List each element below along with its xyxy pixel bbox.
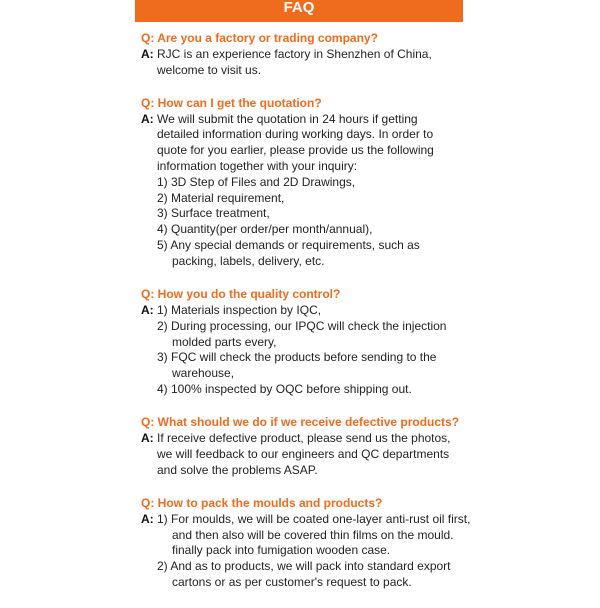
answer-list-item: 2) During processing, our IPQC will check the injection molded parts every,	[157, 318, 447, 349]
faq-answer	[141, 303, 471, 398]
faq-header	[135, 0, 463, 22]
answer-label: A:	[141, 302, 154, 317]
answer-list-item: 1) Materials inspection by IQC,	[157, 302, 322, 317]
answer-list-item: 5) Any special demands or requirements, such as packing, labels, delivery, etc.	[157, 238, 420, 268]
answer-list-item: 2) Material requirement,	[157, 190, 285, 205]
faq-item	[141, 496, 471, 591]
answer-list-item: 2) And as to products, we will pack into standard export cartons or as per customer's request to pack.	[157, 559, 451, 589]
faq-question: Q: How can I get the quotation?	[141, 95, 322, 110]
answer-label: A:	[141, 511, 154, 526]
faq-question: Q: What should we do if we receive defective products?	[141, 415, 460, 430]
answer-line: welcome to visit us.	[157, 62, 262, 77]
answer-list-item: 4) 100% inspected by OQC before shipping out.	[157, 381, 412, 396]
answer-label: A:	[141, 46, 154, 61]
faq-question: Q: How you do the quality control?	[141, 287, 341, 302]
faq-answer	[141, 431, 471, 478]
answer-line: we will feedback to our engineers and QC departments	[157, 446, 450, 461]
answer-line: If receive defective product, please send us the photos,	[157, 431, 451, 446]
faq-item	[141, 415, 471, 478]
faq-question: Q: Are you a factory or trading company?	[141, 31, 378, 45]
faq-title: FAQ	[283, 0, 315, 16]
answer-list-item: 1) 3D Step of Files and 2D Drawings,	[157, 174, 356, 189]
faq-item	[141, 287, 471, 398]
answer-label: A:	[141, 111, 154, 126]
answer-line: RJC is an experience factory in Shenzhen of China,	[157, 46, 432, 61]
answer-list-item: 1) For moulds, we will be coated one-layer anti-rust oil first, and then also will be covered thin films on the mould. finally pack into fumigation wooden case.	[157, 511, 471, 558]
faq-answer	[141, 112, 471, 270]
faq-question: Q: How to pack the moulds and products?	[141, 495, 383, 510]
answer-line: We will submit the quotation in 24 hours if getting	[157, 111, 418, 126]
faq-item	[141, 96, 471, 270]
answer-list-item: 3) FQC will check the products before sending to the warehouse,	[157, 350, 437, 381]
faq-answer	[141, 512, 471, 591]
answer-line: and solve the problems ASAP.	[157, 462, 318, 477]
faq-answer	[141, 47, 471, 79]
faq-list	[141, 31, 471, 608]
answer-line: quote for you earlier, please provide us the following	[157, 143, 434, 158]
answer-list-item: 4) Quantity(per order/per month/annual),	[157, 222, 373, 237]
faq-item	[141, 31, 471, 78]
answer-line: information together with your inquiry:	[157, 159, 358, 174]
answer-label: A:	[141, 431, 154, 446]
answer-line: detailed information during working days. In order to	[157, 127, 434, 142]
answer-list-item: 3) Surface treatment,	[157, 206, 270, 221]
